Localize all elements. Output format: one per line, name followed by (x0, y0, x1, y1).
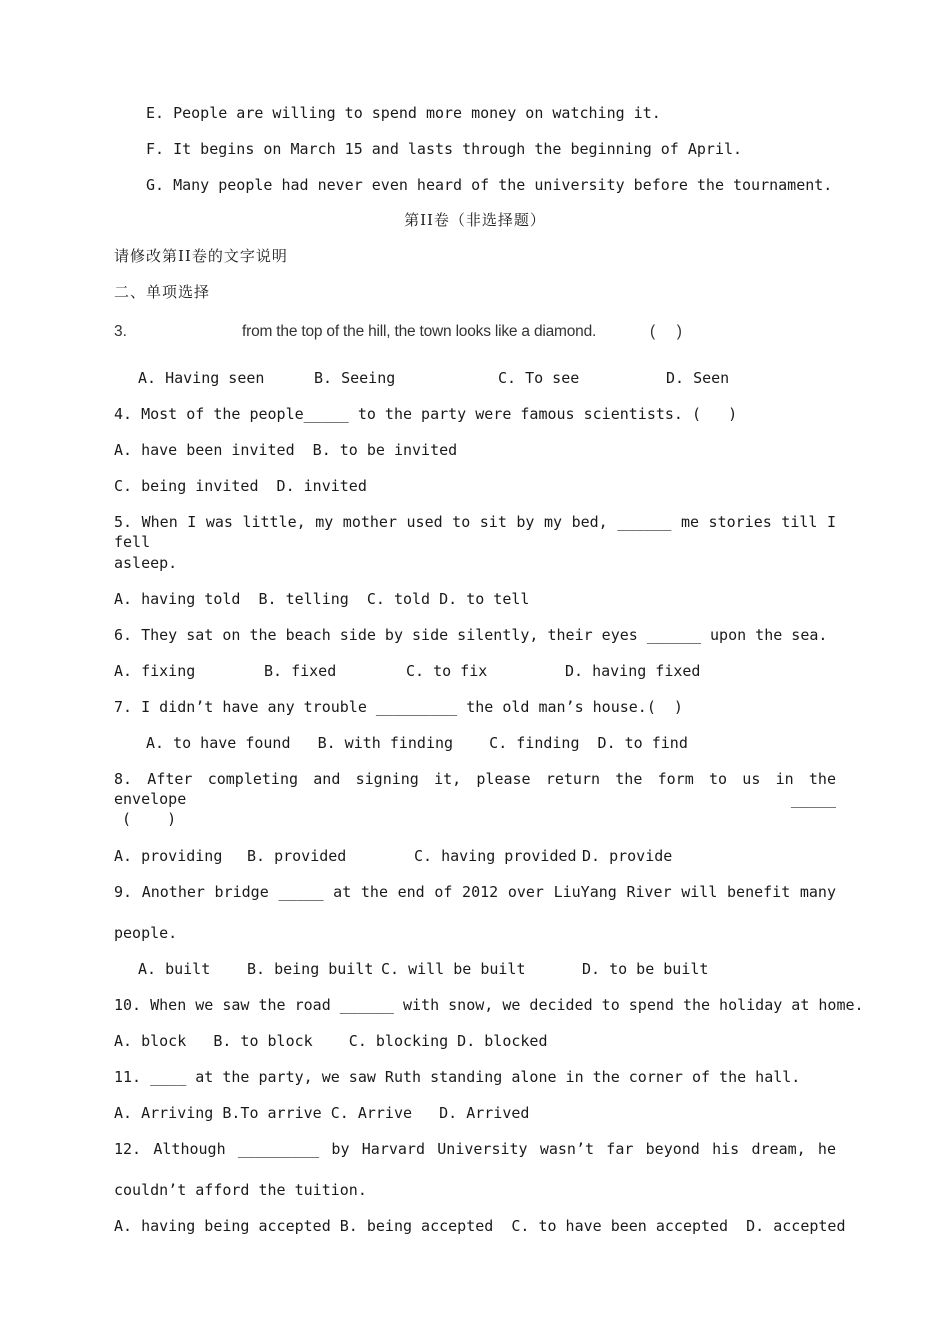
q5-options: A. having told B. telling C. told D. to tell (114, 590, 530, 608)
q6-stem: 6. They sat on the beach side by side silently, their eyes ______ upon the sea. (114, 626, 828, 644)
option-g: G. Many people had never even heard of the university before the tournament. (146, 176, 833, 194)
option-f: F. It begins on March 15 and lasts through the beginning of April. (146, 140, 743, 158)
q8-option-a: A. providing (114, 847, 223, 865)
q5-stem-2: asleep. (114, 554, 178, 572)
option-e: E. People are willing to spend more money on watching it. (146, 104, 661, 122)
q9-option-c: C. will be built (381, 960, 526, 978)
q12-stem-2: couldn’t afford the tuition. (114, 1181, 367, 1199)
q3-option-d: D. Seen (666, 369, 730, 387)
q9-option-b: B. being built (247, 960, 374, 978)
q4-options-2: C. being invited D. invited (114, 477, 367, 495)
q8-option-c: C. having provided (414, 847, 577, 865)
section-heading: 二、单项选择 (114, 283, 211, 301)
q4-stem: 4. Most of the people_____ to the party were famous scientists. ( ) (114, 405, 738, 423)
q8-stem: 8. After completing and signing it, please return the form to us in the envelope _____ (114, 770, 836, 808)
q7-options: A. to have found B. with finding C. finding D. to find (146, 734, 688, 752)
q9-stem-2: people. (114, 924, 178, 942)
q6-option-a: A. fixing (114, 662, 196, 680)
q3-option-b: B. Seeing (314, 369, 396, 387)
q6-option-b: B. fixed (264, 662, 337, 680)
q3-option-a: A. Having seen (138, 369, 265, 387)
q9-option-d: D. to be built (582, 960, 709, 978)
part-title: 第II卷（非选择题） (404, 211, 546, 229)
q8-option-d: D. provide (582, 847, 673, 865)
q4-options-1: A. have been invited B. to be invited (114, 441, 458, 459)
q9-option-a: A. built (138, 960, 211, 978)
q10-stem: 10. When we saw the road ______ with snow, we decided to spend the holiday at home. (114, 996, 864, 1014)
q3-paren: ( ) (650, 323, 682, 340)
q11-options: A. Arriving B.To arrive C. Arrive D. Arrived (114, 1104, 530, 1122)
q3-option-c: C. To see (498, 369, 580, 387)
q12-options: A. having being accepted B. being accepted C. to have been accepted D. accepted (114, 1217, 846, 1235)
q5-stem-1: 5. When I was little, my mother used to sit by my bed, ______ me stories till I fell (114, 513, 836, 551)
q6-option-d: D. having fixed (565, 662, 701, 680)
q3-number: 3. (114, 323, 127, 340)
q11-stem: 11. ____ at the party, we saw Ruth standing alone in the corner of the hall. (114, 1068, 801, 1086)
q7-stem: 7. I didn’t have any trouble _________ the old man’s house.( ) (114, 698, 683, 716)
q6-option-c: C. to fix (406, 662, 488, 680)
q12-stem-1: 12. Although _________ by Harvard University wasn’t far beyond his dream, he (114, 1140, 836, 1158)
q10-options: A. block B. to block C. blocking D. blocked (114, 1032, 548, 1050)
part-note: 请修改第II卷的文字说明 (114, 247, 288, 265)
q9-stem-1: 9. Another bridge _____ at the end of 2012 over LiuYang River will benefit many (114, 883, 836, 901)
q8-option-b: B. provided (247, 847, 347, 865)
q3-stem: from the top of the hill, the town looks like a diamond. (242, 323, 597, 340)
q8-paren: ( ) (122, 810, 177, 828)
